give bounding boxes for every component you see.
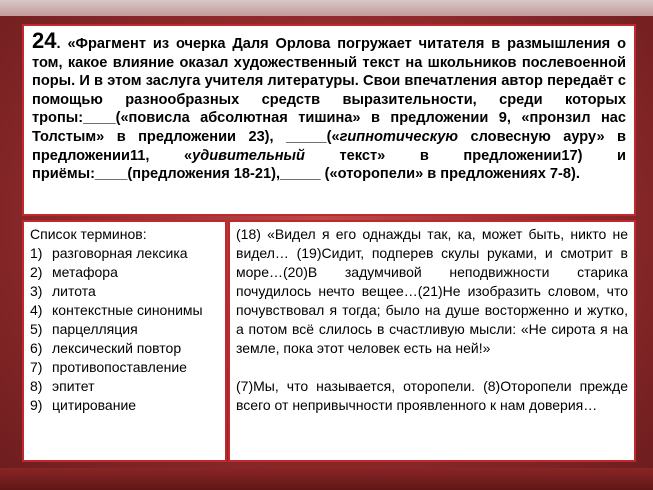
term-label: контекстные синонимы bbox=[52, 302, 203, 318]
bottom-decor-strip bbox=[0, 468, 653, 490]
terms-title: Список терминов: bbox=[30, 226, 147, 242]
term-item bbox=[30, 244, 221, 263]
term-number: 6) bbox=[30, 340, 43, 356]
term-label: лексический повтор bbox=[52, 340, 182, 356]
top-decor-strip bbox=[0, 0, 653, 16]
term-number: 5) bbox=[30, 321, 43, 337]
term-label: метафора bbox=[52, 264, 118, 280]
source-text-box bbox=[228, 220, 636, 462]
term-number: 3) bbox=[30, 283, 43, 299]
term-item bbox=[30, 282, 221, 301]
task-number-dot: . bbox=[56, 36, 61, 52]
term-label: разговорная лексика bbox=[52, 245, 188, 261]
paragraph-spacer bbox=[236, 358, 628, 377]
source-paragraph-2: (7)Мы, что называется, оторопели. (8)Оторопели прежде всего от непривычности проявленного к нам доверия… bbox=[236, 378, 628, 413]
term-item bbox=[30, 358, 221, 377]
task-text-part3: текст» в предложении17) и приёмы:____(предложения 18-21),_____ («оторопели» в предложениях 7-8). bbox=[32, 147, 626, 183]
task-italic-word-1: гипнотическую bbox=[339, 128, 459, 145]
task-italic-word-2: удивительный bbox=[192, 147, 305, 164]
task-box bbox=[22, 24, 636, 216]
task-text-part1: «Фрагмент из очерка Даля Орлова погружает читателя в размышления о том, какое влияние оказал художественный текст на школьников послевоенной поры. И в этом заслуга учителя литературы. Свои впечатления автор передаёт с помощью разнообразных средств выразительности, среди которых тропы:____(«повисла абсолютная тишина» в предложении 9, «пронзил нас Толстым» в предложении 23), _____(« bbox=[32, 36, 626, 145]
term-item bbox=[30, 301, 221, 320]
term-number: 8) bbox=[30, 378, 43, 394]
term-item bbox=[30, 263, 221, 282]
term-label: парцелляция bbox=[52, 321, 138, 337]
term-number: 9) bbox=[30, 397, 43, 413]
term-item bbox=[30, 339, 221, 358]
terms-list-box bbox=[22, 220, 227, 462]
term-item bbox=[30, 396, 221, 415]
task-number: 24 bbox=[32, 28, 57, 53]
term-label: противопоставление bbox=[52, 359, 187, 375]
source-paragraph-1: (18) «Видел я его однажды так, ка, может быть, никто не видел… (19)Сидит, подперев скулы руками, и смотрит в море…(20)В задумчивой неподвижности старика почудилось нечто вещее…(21)Не изобразить словом, что почувствовал я тогда; было на душе восторженно и жутко, а потом всё слилось в счастливую мысли: «Не сирота я на земле, пока этот человек есть на ней!» bbox=[236, 226, 628, 356]
task-text-part2: словесную ауру» в предложении11, « bbox=[32, 128, 626, 164]
term-item bbox=[30, 320, 221, 339]
term-number: 7) bbox=[30, 359, 43, 375]
terms-list bbox=[30, 244, 221, 415]
term-number: 1) bbox=[30, 245, 43, 261]
term-label: литота bbox=[52, 283, 96, 299]
term-number: 4) bbox=[30, 302, 43, 318]
term-number: 2) bbox=[30, 264, 43, 280]
term-label: эпитет bbox=[52, 378, 95, 394]
term-label: цитирование bbox=[52, 397, 137, 413]
term-item bbox=[30, 377, 221, 396]
